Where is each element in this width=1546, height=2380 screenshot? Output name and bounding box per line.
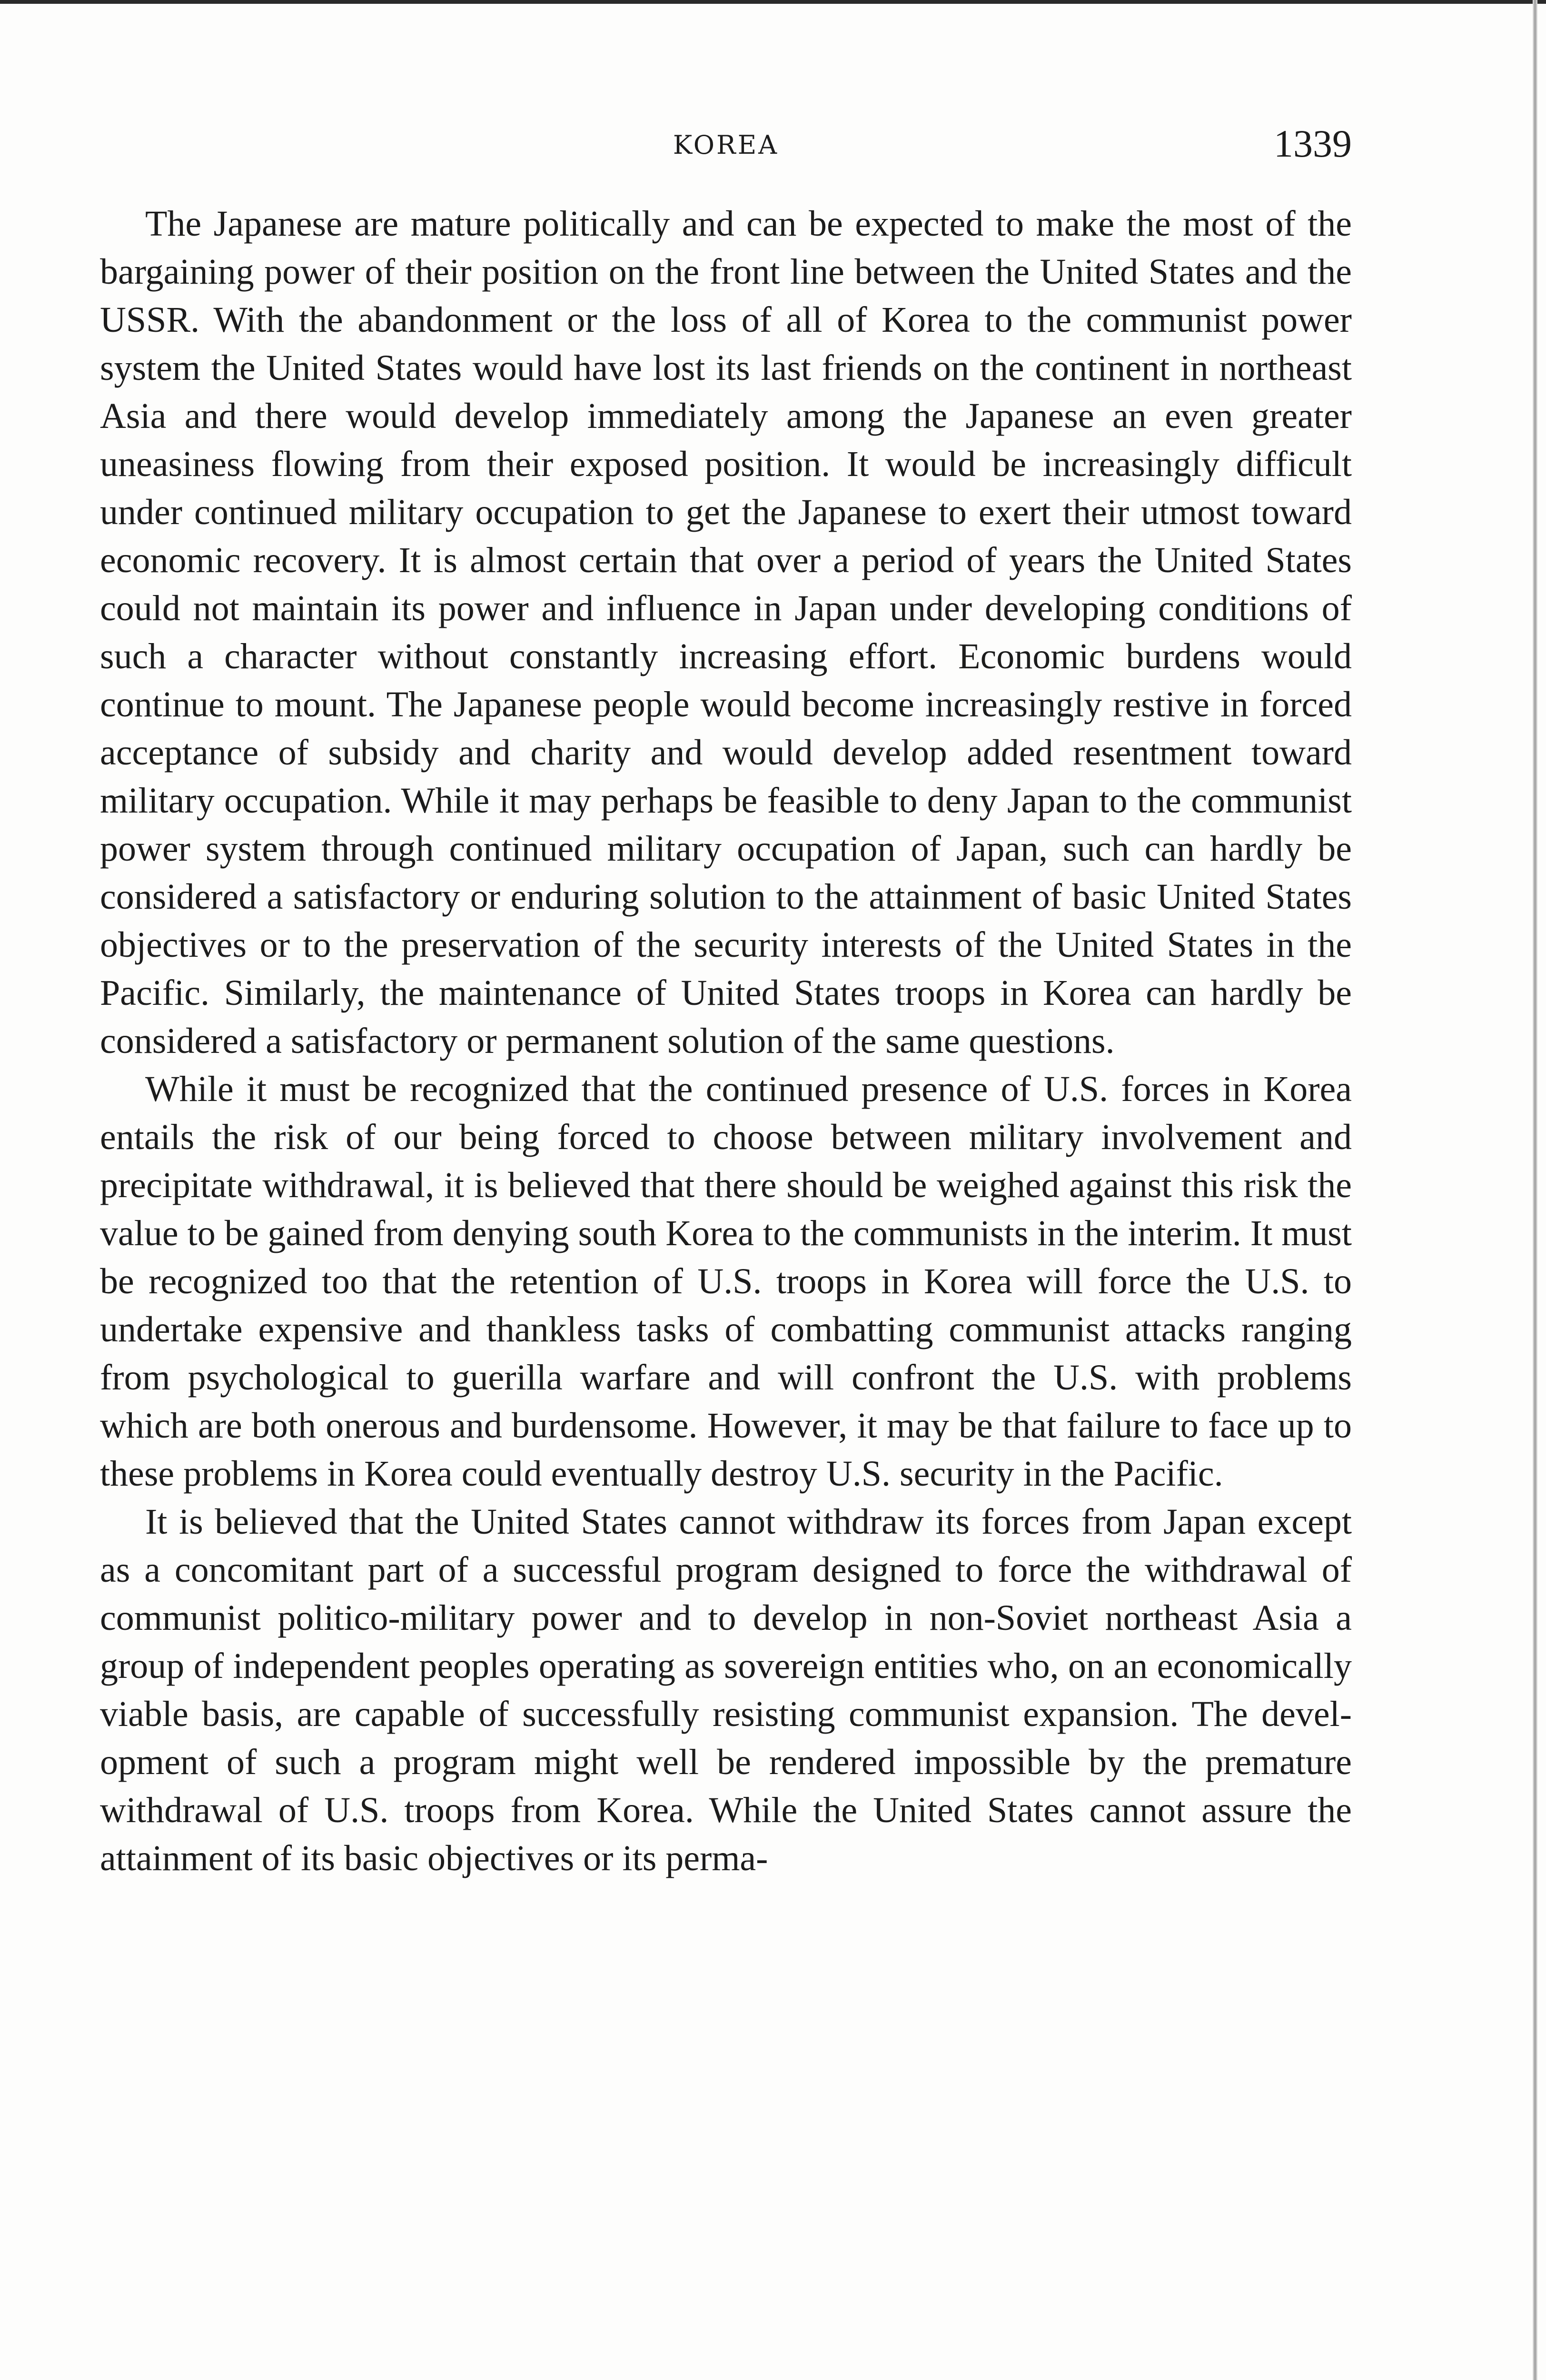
paragraph-japan-bargaining: The Japanese are mature politically and can be expected to make the most of the bargaining power of their position on the front line between the United States and the USSR. With the abandonment or the loss of all of Korea to the communist power system the United States would have lost its last friends on the continent in northeast Asia and there would develop immediately among the Japanese an even greater uneasiness flowing from their exposed position. It would be increasingly difficult under continued military occupation to get the Japanese to exert their utmost toward economic recovery. It is almost certain that over a period of years the United States could not maintain its power and influence in Japan under developing conditions of such a character without constantly increasing effort. Economic burdens would continue to mount. The Japanese people would become increasingly restive in forced acceptance of subsidy and charity and would develop added resentment toward military occupation. While it may perhaps be feasible to deny Japan to the communist power system through continued military occupation of Japan, such can hardly be considered a satisfactory or enduring solution to the attainment of basic United States objectives or to the preservation of the security interests of the United States in the Pacific. Similarly, the maintenance of United States troops in Korea can hardly be considered a satisfactory or permanent solution of the same questions. xyxy=(100,204,1352,1061)
body-text xyxy=(100,200,1352,1883)
binding-edge-shadow xyxy=(1533,0,1537,2380)
paragraph-us-forces-korea: While it must be recognized that the continued presence of U.S. forces in Korea entails the risk of our being forced to choose between military involvement and precipitate withdrawal, it is believed that there should be weighed against this risk the value to be gained from denying south Korea to the communists in the interim. It must be recognized too that the retention of U.S. troops in Korea will force the U.S. to undertake expensive and thankless tasks of combatting communist attacks ranging from psychological to guerilla warfare and will confront the U.S. with problems which are both onerous and burdensome. However, it may be that failure to face up to these problems in Korea could eventually destroy U.S. security in the Pacific. xyxy=(100,1069,1352,1494)
running-header xyxy=(100,121,1352,164)
page-number: 1339 xyxy=(1274,122,1352,165)
top-border-rule xyxy=(0,0,1546,4)
paragraph-withdrawal-program: It is believed that the United States cannot withdraw its forces from Japan except as a concomitant part of a successful program designed to force the withdrawal of communist politico-military power and to develop in non-Soviet northeast Asia a group of independent peoples operating as sovereign entities who, on an economically viable basis, are capable of successfully resisting communist expansion. The development of such a program might well be rendered impossible by the premature withdrawal of U.S. troops from Korea. While the United States cannot assure the attainment of its basic objectives or its perma- xyxy=(100,1502,1352,1878)
running-title: KOREA xyxy=(673,130,779,160)
